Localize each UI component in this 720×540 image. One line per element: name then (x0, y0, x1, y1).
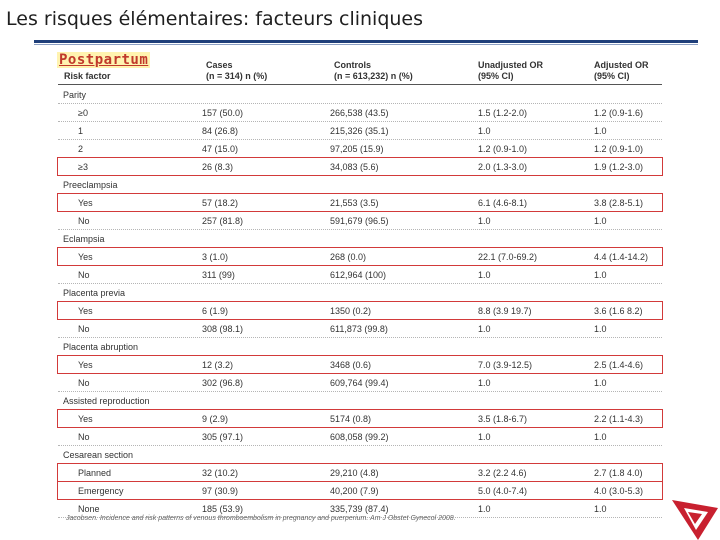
cell-unadj: 1.2 (0.9-1.0) (478, 144, 528, 154)
cell-label: Yes (78, 198, 93, 208)
section-label: Preeclampsia (63, 180, 118, 190)
cell-adj: 1.0 (594, 504, 607, 514)
title-rule-thin (34, 44, 698, 45)
cell-adj: 1.0 (594, 324, 607, 334)
cell-controls: 29,210 (4.8) (330, 468, 379, 478)
cell-unadj: 1.0 (478, 378, 491, 388)
section-row (58, 284, 662, 302)
table-row (58, 212, 662, 230)
cell-controls: 268 (0.0) (330, 252, 367, 262)
cell-cases: 305 (97.1) (202, 432, 244, 442)
slide-title: Les risques élémentaires: facteurs cliniques (6, 8, 424, 30)
cell-controls: 215,326 (35.1) (330, 126, 389, 136)
cell-adj: 1.2 (0.9-1.6) (594, 108, 644, 118)
section-label: Placenta previa (63, 288, 126, 298)
section-row (58, 446, 662, 464)
table-row (58, 140, 662, 158)
cell-cases: 84 (26.8) (202, 126, 239, 136)
header-rule (58, 84, 662, 85)
table-row (58, 320, 662, 338)
cell-adj: 1.2 (0.9-1.0) (594, 144, 644, 154)
cell-controls: 3468 (0.6) (330, 360, 372, 370)
highlight-box (57, 481, 663, 500)
cell-controls: 97,205 (15.9) (330, 144, 384, 154)
cell-cases: 157 (50.0) (202, 108, 244, 118)
table-row (58, 122, 662, 140)
cell-controls: 21,553 (3.5) (330, 198, 379, 208)
section-row (58, 392, 662, 410)
cell-adj: 1.0 (594, 216, 607, 226)
cell-unadj: 7.0 (3.9-12.5) (478, 360, 533, 370)
header-unadjusted-or: Unadjusted OR (95% CI) (478, 60, 544, 81)
cell-unadj: 8.8 (3.9 19.7) (478, 306, 532, 316)
cell-unadj: 1.0 (478, 324, 491, 334)
section-row (58, 338, 662, 356)
cell-controls: 608,058 (99.2) (330, 432, 389, 442)
cell-cases: 57 (18.2) (202, 198, 239, 208)
title-rule (34, 40, 698, 43)
section-row (58, 86, 662, 104)
cell-label: No (78, 324, 90, 334)
cell-adj: 3.6 (1.6 8.2) (594, 306, 643, 316)
highlight-box (57, 301, 663, 320)
cell-unadj: 1.0 (478, 216, 491, 226)
cell-adj: 1.0 (594, 432, 607, 442)
header-cases: Cases (n = 314) n (%) (206, 60, 268, 81)
cell-adj: 1.0 (594, 378, 607, 388)
cell-unadj: 3.5 (1.8-6.7) (478, 414, 528, 424)
triangle-logo-icon (668, 490, 720, 540)
cell-adj: 1.0 (594, 126, 607, 136)
cell-cases: 308 (98.1) (202, 324, 244, 334)
header-adjusted-or: Adjusted OR (95% CI) (594, 60, 649, 81)
section-label: Placenta abruption (63, 342, 139, 352)
cell-adj: 4.0 (3.0-5.3) (594, 486, 644, 496)
cell-adj: 3.8 (2.8-5.1) (594, 198, 644, 208)
cell-label: 1 (78, 126, 84, 136)
cell-controls: 5174 (0.8) (330, 414, 372, 424)
cell-label: Yes (78, 252, 93, 262)
cell-label: Emergency (78, 486, 124, 496)
cell-cases: 47 (15.0) (202, 144, 239, 154)
header-controls: Controls (n = 613,232) n (%) (334, 60, 413, 81)
section-label: Assisted reproduction (63, 396, 150, 406)
cell-controls: 34,083 (5.6) (330, 162, 379, 172)
table-row (58, 266, 662, 284)
cell-adj: 2.7 (1.8 4.0) (594, 468, 643, 478)
highlight-box (57, 463, 663, 482)
cell-unadj: 3.2 (2.2 4.6) (478, 468, 527, 478)
cell-adj: 1.0 (594, 270, 607, 280)
cell-label: 2 (78, 144, 84, 154)
cell-cases: 302 (96.8) (202, 378, 244, 388)
cell-cases: 9 (2.9) (202, 414, 229, 424)
cell-controls: 591,679 (96.5) (330, 216, 389, 226)
cell-unadj: 1.0 (478, 432, 491, 442)
section-label: Eclampsia (63, 234, 105, 244)
section-label: Cesarean section (63, 450, 134, 460)
table-row (58, 104, 662, 122)
cell-cases: 97 (30.9) (202, 486, 239, 496)
cell-unadj: 1.0 (478, 126, 491, 136)
highlight-box (57, 157, 663, 176)
cell-cases: 6 (1.9) (202, 306, 229, 316)
cell-cases: 3 (1.0) (202, 252, 229, 262)
cell-label: Planned (78, 468, 112, 478)
cell-adj: 2.5 (1.4-4.6) (594, 360, 644, 370)
cell-adj: 4.4 (1.4-14.2) (594, 252, 649, 262)
table-row (58, 374, 662, 392)
cell-controls: 335,739 (87.4) (330, 504, 389, 514)
cell-adj: 1.9 (1.2-3.0) (594, 162, 644, 172)
cell-unadj: 2.0 (1.3-3.0) (478, 162, 528, 172)
highlight-box (57, 193, 663, 212)
cell-adj: 2.2 (1.1-4.3) (594, 414, 644, 424)
cell-controls: 612,964 (100) (330, 270, 387, 280)
cell-label: No (78, 216, 90, 226)
cell-controls: 40,200 (7.9) (330, 486, 379, 496)
cell-cases: 32 (10.2) (202, 468, 239, 478)
cell-unadj: 1.0 (478, 504, 491, 514)
cell-controls: 266,538 (43.5) (330, 108, 389, 118)
section-label: Parity (63, 90, 87, 100)
section-row (58, 176, 662, 194)
cell-controls: 1350 (0.2) (330, 306, 372, 316)
cell-label: No (78, 270, 90, 280)
cell-controls: 609,764 (99.4) (330, 378, 389, 388)
cell-controls: 611,873 (99.8) (330, 324, 388, 334)
cell-label: Yes (78, 414, 93, 424)
cell-unadj: 1.5 (1.2-2.0) (478, 108, 528, 118)
cell-cases: 26 (8.3) (202, 162, 234, 172)
cell-unadj: 5.0 (4.0-7.4) (478, 486, 528, 496)
section-row (58, 230, 662, 248)
cell-label: No (78, 432, 90, 442)
cell-label: No (78, 378, 90, 388)
cell-cases: 185 (53.9) (202, 504, 244, 514)
cell-cases: 257 (81.8) (202, 216, 244, 226)
cell-unadj: 1.0 (478, 270, 491, 280)
cell-label: Yes (78, 306, 93, 316)
table-row (58, 428, 662, 446)
cell-label: Yes (78, 360, 93, 370)
header-risk-factor: Risk factor (64, 71, 111, 81)
highlight-box (57, 247, 663, 266)
citation: Jacobsen. Incidence and risk patterns of venous thromboembolism in pregnancy and puerperium. Am J Obstet Gynecol 2008. (66, 515, 456, 522)
cell-cases: 12 (3.2) (202, 360, 234, 370)
cell-unadj: 6.1 (4.6-8.1) (478, 198, 528, 208)
cell-unadj: 22.1 (7.0-69.2) (478, 252, 538, 262)
cell-label: None (78, 504, 100, 514)
cell-label: ≥3 (78, 162, 88, 172)
cell-label: ≥0 (78, 108, 88, 118)
highlight-box (57, 409, 663, 428)
cell-cases: 311 (99) (202, 270, 235, 280)
highlight-box (57, 355, 663, 374)
slide-subtitle: Postpartum (59, 52, 149, 68)
